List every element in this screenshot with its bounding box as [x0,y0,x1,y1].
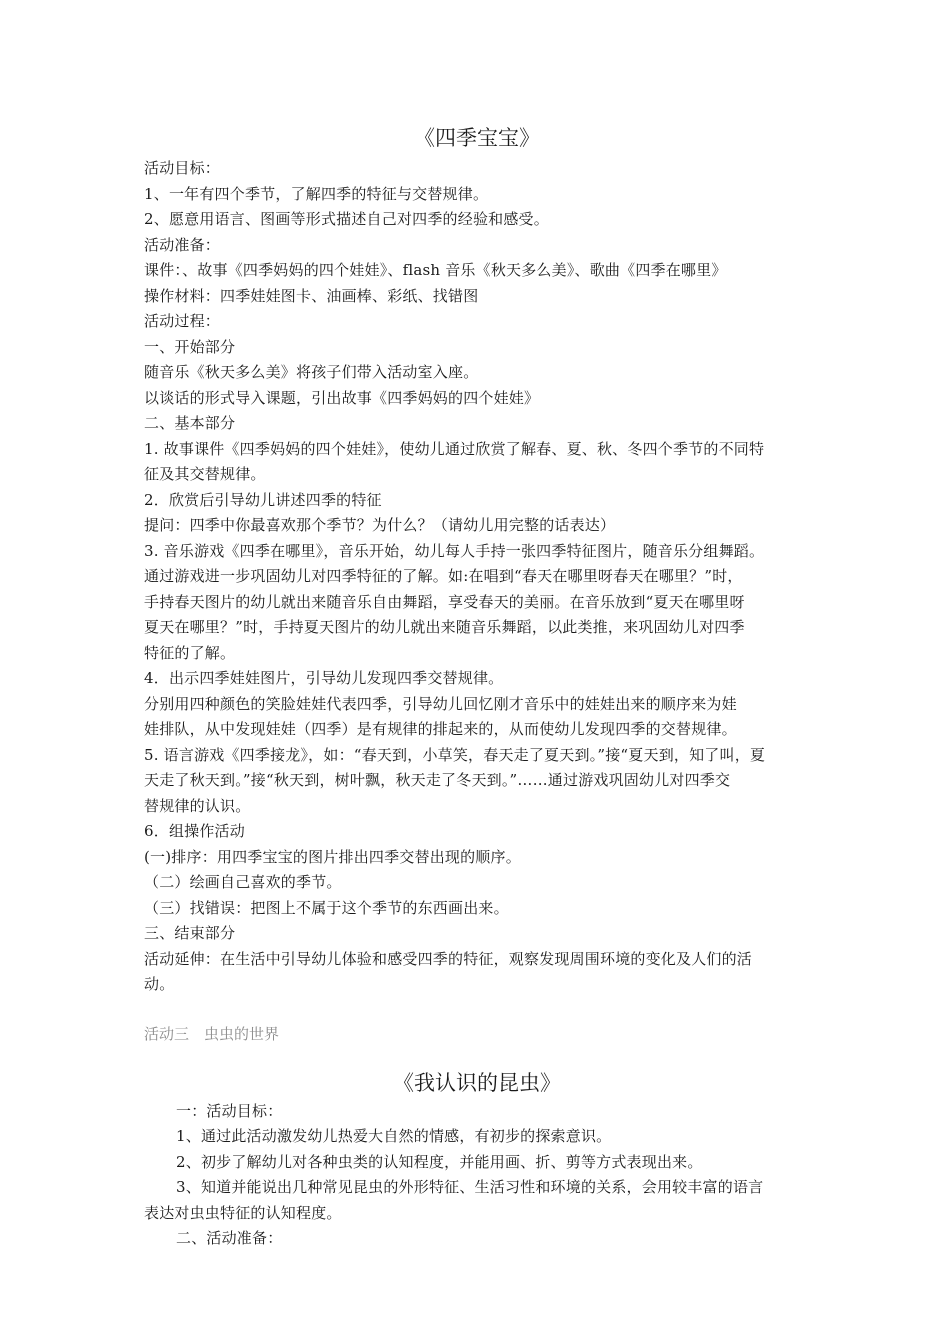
doc1-line: 随音乐《秋天多么美》将孩子们带入活动室入座。 [144,363,479,381]
doc2-title: 《我认识的昆虫》 [393,1070,561,1095]
doc1-line: 2、愿意用语言、图画等形式描述自己对四季的经验和感受。 [144,210,549,228]
doc1-line: 活动准备： [144,235,221,254]
doc1-line: 二、基本部分 [144,414,236,432]
doc1-line: 征及其交替规律。 [144,465,266,483]
doc1-line: 动。 [144,975,175,993]
doc1-line: 2．欣赏后引导幼儿讲述四季的特征 [144,490,382,509]
doc1-line: 活动目标： [144,159,221,177]
doc1-line: 通过游戏进一步巩固幼儿对四季特征的了解。如:在唱到“春天在哪里呀春天在哪里？”时， [144,567,743,585]
doc1-line: 分别用四种颜色的笑脸娃娃代表四季，引导幼儿回忆刚才音乐中的娃娃出来的顺序来为娃 [144,694,737,713]
section-heading: 活动三 虫虫的世界 [144,1024,280,1043]
doc1-line: 一、开始部分 [144,337,236,356]
doc1-line: 课件：、故事《四季妈妈的四个娃娃》、flash 音乐《秋天多么美》、歌曲《四季在哪里》 [144,261,727,279]
doc1-line: 三、结束部分 [144,924,236,942]
doc1-line: 以谈话的形式导入课题，引出故事《四季妈妈的四个娃娃》 [144,388,540,407]
doc2-body [144,1099,810,1252]
doc1-line: 提问：四季中你最喜欢那个季节？为什么？（请幼儿用完整的话表达） [144,516,616,534]
doc2-line: 二、活动准备： [176,1229,283,1247]
doc1-line: 夏天在哪里？”时，手持夏天图片的幼儿就出来随音乐舞蹈，以此类推，来巩固幼儿对四季 [144,618,745,636]
doc1-line: 4．出示四季娃娃图片，引导幼儿发现四季交替规律。 [144,669,504,687]
doc1-line: 活动过程： [144,312,221,330]
doc1-body [144,156,810,998]
doc2-line: 3、知道并能说出几种常见昆虫的外形特征、生活习性和环境的关系，会用较丰富的语言 [176,1178,764,1196]
doc1-line: （三）找错误：把图上不属于这个季节的东西画出来。 [144,898,509,917]
doc1-line: (一)排序：用四季宝宝的图片排出四季交替出现的顺序。 [144,847,521,866]
doc1-line: 天走了秋天到。”接“秋天到，树叶飘，秋天走了冬天到。”……通过游戏巩固幼儿对四季交 [144,771,731,789]
doc1-line: 特征的了解。 [144,643,236,662]
doc1-line: 5. 语言游戏《四季接龙》，如：“春天到，小草笑，春天走了夏天到。”接“夏天到，知了叫，夏 [144,745,766,764]
document-content [144,122,810,1252]
doc1-line: 活动延伸：在生活中引导幼儿体验和感受四季的特征，观察发现周围环境的变化及人们的活 [144,949,753,968]
doc2-line: 1、通过此活动激发幼儿热爱大自然的情感，有初步的探索意识。 [176,1127,612,1145]
doc1-line: （二）绘画自己喜欢的季节。 [144,873,342,891]
doc1-title: 《四季宝宝》 [414,126,540,150]
doc1-line: 替规律的认识。 [144,796,251,815]
doc2-line: 2、初步了解幼儿对各种虫类的认知程度，并能用画、折、剪等方式表现出来。 [176,1152,703,1171]
doc1-line: 1、一年有四个季节，了解四季的特征与交替规律。 [144,184,489,203]
doc1-line: 操作材料：四季娃娃图卡、油画棒、彩纸、找错图 [144,286,479,305]
doc1-line: 3. 音乐游戏《四季在哪里》，音乐开始，幼儿每人手持一张四季特征图片，随音乐分组舞蹈。 [144,541,765,560]
doc1-line: 手持春天图片的幼儿就出来随音乐自由舞蹈，享受春天的美丽。在音乐放到“夏天在哪里呀 [144,592,745,611]
doc1-line: 1. 故事课件《四季妈妈的四个娃娃》，使幼儿通过欣赏了解春、夏、秋、冬四个季节的不同特 [144,439,765,458]
doc1-line: 娃排队，从中发现娃娃（四季）是有规律的排起来的，从而使幼儿发现四季的交替规律。 [144,720,737,738]
doc1-line: 6．组操作活动 [144,822,245,840]
doc2-line: 一：活动目标： [176,1101,283,1120]
doc2-line: 表达对虫虫特征的认知程度。 [144,1203,342,1222]
